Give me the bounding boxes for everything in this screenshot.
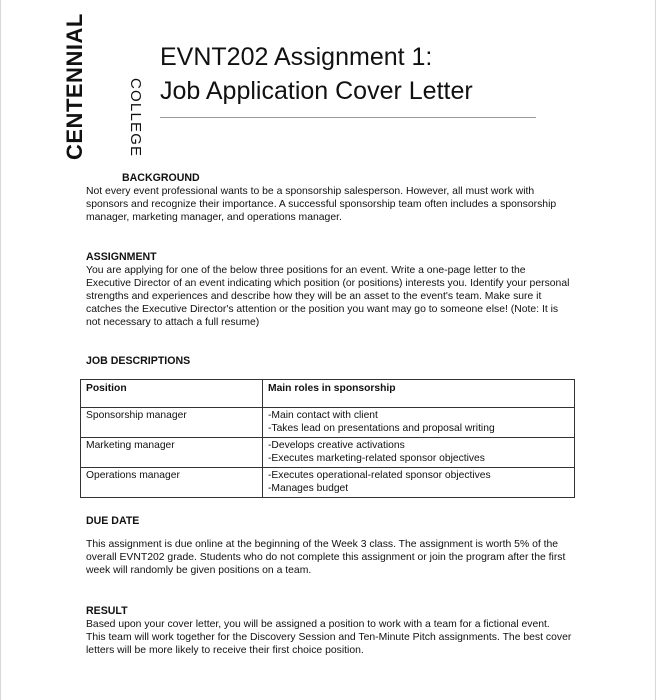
assignment-heading: ASSIGNMENT xyxy=(86,251,157,263)
job-descriptions-table xyxy=(80,379,575,498)
table-header-row xyxy=(81,380,575,408)
background-section xyxy=(86,172,572,224)
role-item: -Executes marketing-related sponsor objectives xyxy=(268,452,485,464)
background-heading: BACKGROUND xyxy=(122,172,200,184)
role-item: -Executes operational-related sponsor objectives xyxy=(268,470,491,481)
role-item: -Develops creative activations xyxy=(268,440,405,451)
roles-cell xyxy=(263,468,575,498)
assignment-text: You are applying for one of the below three positions for an event. Write a one-page letter to the Executive Director of an event indicating which position (or positions) interests you. Identify your personal strengths and experiences and describe how they will be an asset to the event's team. Make sure it catches the Executive Director's attention or the position you want may go to someone else! (Note: It is not necessary to attach a full resume) xyxy=(86,265,570,328)
role-item: -Manages budget xyxy=(268,482,349,494)
logo-line2: COLLEGE xyxy=(127,78,144,158)
due-date-section xyxy=(86,515,572,577)
job-descriptions-heading: JOB DESCRIPTIONS xyxy=(86,355,191,367)
column-header-roles: Main roles in sponsorship xyxy=(263,380,575,408)
position-cell: Operations manager xyxy=(81,468,263,498)
roles-cell xyxy=(263,408,575,438)
due-date-text: This assignment is due online at the beginning of the Week 3 class. The assignment is worth 5% of the overall EVNT202 grade. Students who do not complete this assignment or join the program after the first week will randomly be given positions on a team. xyxy=(86,539,566,576)
table-row xyxy=(81,468,575,498)
result-section xyxy=(86,605,572,657)
position-cell: Marketing manager xyxy=(81,438,263,468)
title-divider xyxy=(160,117,536,118)
column-header-position: Position xyxy=(81,380,263,408)
college-logo xyxy=(60,0,144,162)
job-descriptions-section xyxy=(86,355,572,368)
table-row xyxy=(81,408,575,438)
result-heading: RESULT xyxy=(86,605,128,617)
position-cell: Sponsorship manager xyxy=(81,408,263,438)
role-item: -Main contact with client xyxy=(268,410,378,421)
document-title xyxy=(160,40,473,108)
assignment-section xyxy=(86,251,572,329)
title-line2: Job Application Cover Letter xyxy=(160,77,473,105)
table-row xyxy=(81,438,575,468)
logo-line1: CENTENNIAL xyxy=(62,13,87,160)
role-item: -Takes lead on presentations and proposal writing xyxy=(268,422,495,434)
page-edge-left xyxy=(0,0,1,700)
due-date-heading: DUE DATE xyxy=(86,515,140,527)
title-line1: EVNT202 Assignment 1: xyxy=(160,43,433,71)
background-text: Not every event professional wants to be a sponsorship salesperson. However, all must work with sponsors and recognize their importance. A successful sponsorship team often includes a sponsorship manager, marketing manager, and operations manager. xyxy=(86,186,557,223)
roles-cell xyxy=(263,438,575,468)
result-text: Based upon your cover letter, you will be assigned a position to work with a team for a fictional event. This team will work together for the Discovery Session and Ten-Minute Pitch assignments. The best cover letters will be more likely to receive their first choice position. xyxy=(86,619,572,656)
